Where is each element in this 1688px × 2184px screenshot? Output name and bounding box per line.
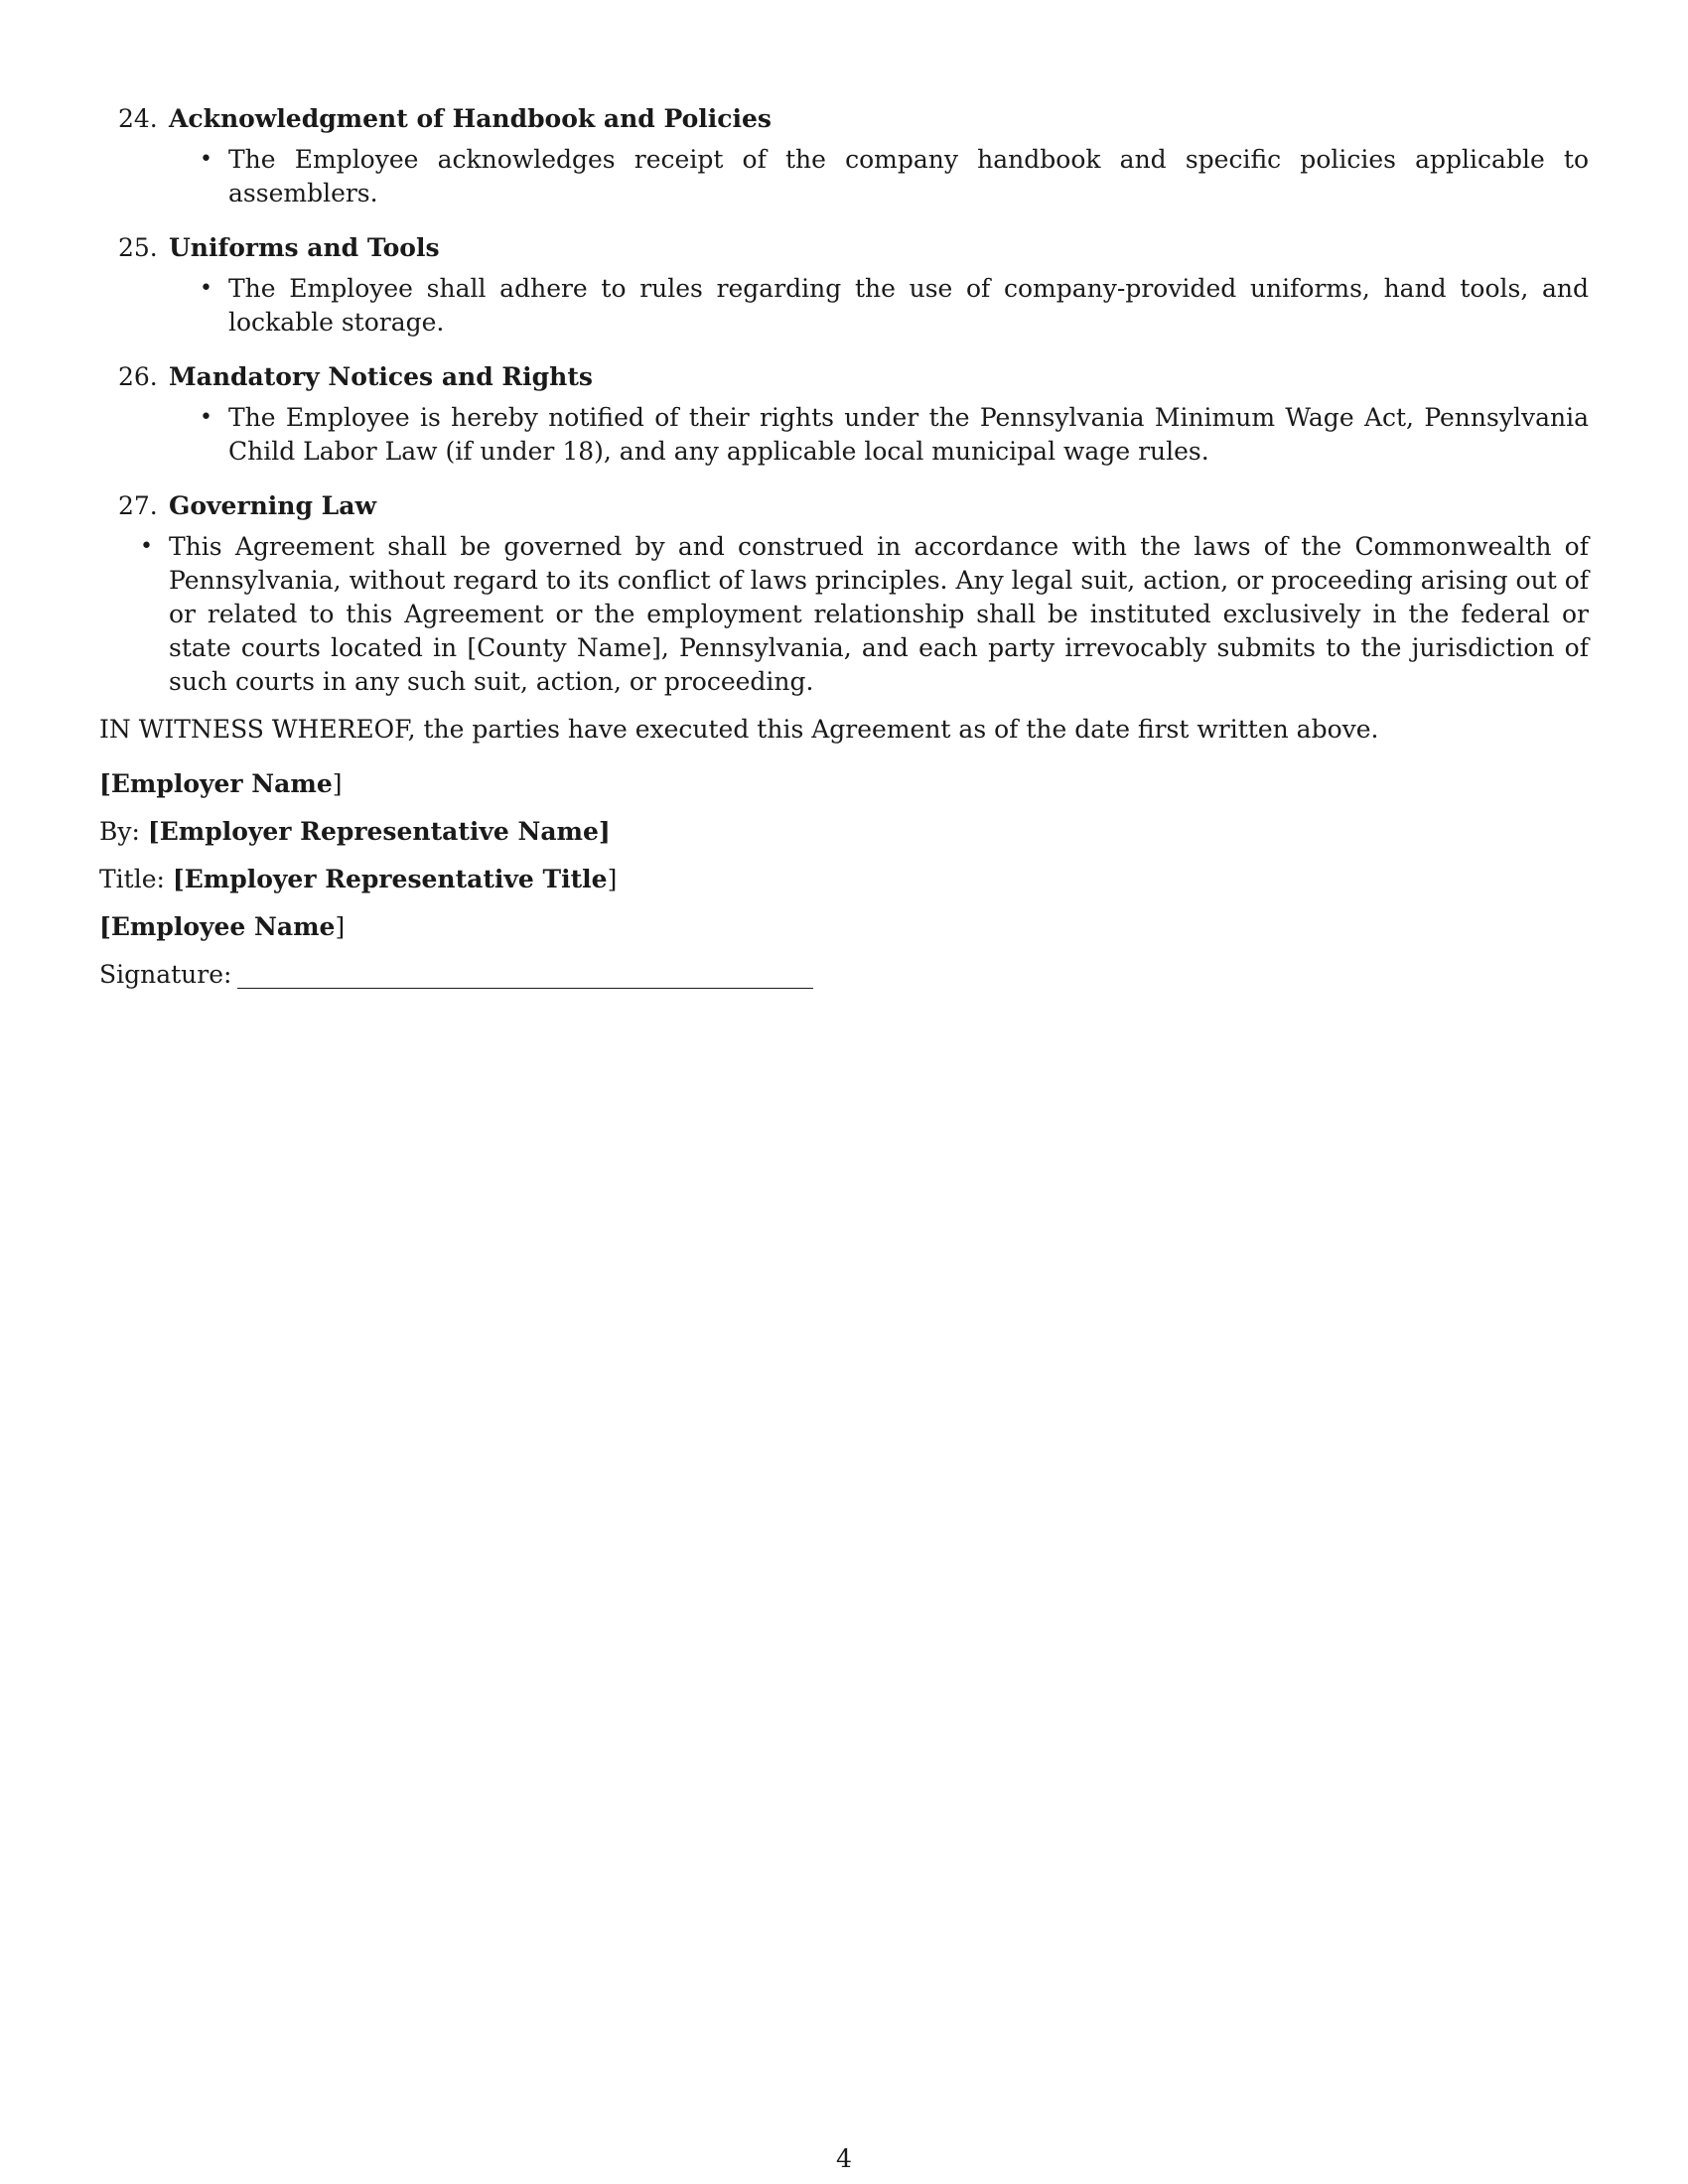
employee-name-line: [Employee Name] xyxy=(99,912,346,941)
employer-title-line: Title: [Employer Representative Title] xyxy=(99,865,618,893)
witness-clause: IN WITNESS WHEREOF, the parties have executed this Agreement as of the date first written above. xyxy=(99,715,1379,744)
by-label: By: xyxy=(99,817,140,846)
employee-name: Employee Name xyxy=(110,912,336,941)
section-number: 24. xyxy=(118,104,158,133)
bullet-text: The Employee is hereby notified of their rights under the Pennsylvania Minimum Wage Act, Pennsylvania Child Labor Law (if under 18), and any applicable local municipal wage rules. xyxy=(228,403,1589,466)
employer-rep-line: By: [Employer Representative Name] xyxy=(99,817,611,846)
bullet-icon: • xyxy=(200,276,212,301)
section-title: Governing Law xyxy=(169,491,376,520)
section-24 xyxy=(99,95,1589,210)
section-27 xyxy=(99,482,1589,699)
bullet-icon: • xyxy=(200,405,212,430)
section-number: 25. xyxy=(118,233,158,262)
signature-label: Signature: xyxy=(99,960,232,989)
section-25 xyxy=(99,224,1589,340)
bullet-text: The Employee acknowledges receipt of the company handbook and specific policies applicable to assemblers. xyxy=(228,145,1589,207)
bullet-icon: • xyxy=(140,534,153,559)
section-title: Acknowledgment of Handbook and Policies xyxy=(169,104,772,133)
section-number: 26. xyxy=(118,362,158,391)
bullet-icon: • xyxy=(200,147,212,172)
signature-line xyxy=(99,951,1589,999)
section-26 xyxy=(99,353,1589,469)
section-title: Uniforms and Tools xyxy=(169,233,440,262)
document-page xyxy=(99,95,1589,999)
signature-field[interactable] xyxy=(237,958,813,989)
section-number: 27. xyxy=(118,491,158,520)
employer-name-line: [Employer Name] xyxy=(99,769,343,798)
bullet-text: This Agreement shall be governed by and construed in accordance with the laws of the Commonwealth of Pennsylvania, without regard to its conflict of laws principles. Any legal suit, action, or proceeding arising out of or related to this Agreement or the employment relationship shall be instituted exclusively in the federal or state courts located in [County Name], Pennsylvania, and each party irrevocably submits to the jurisdiction of such courts in any such suit, action, or proceeding. xyxy=(169,532,1589,696)
bullet-item xyxy=(99,401,1589,469)
bullet-text: The Employee shall adhere to rules regarding the use of company-provided uniforms, hand tools, and lockable storage. xyxy=(228,274,1589,337)
employer-rep-title: Employer Representative Title xyxy=(184,865,608,893)
bullet-item xyxy=(99,530,1589,699)
title-label: Title: xyxy=(99,865,165,893)
employer-name: Employer Name xyxy=(110,769,333,798)
bullet-item xyxy=(99,272,1589,340)
bullet-item xyxy=(99,143,1589,210)
employer-rep-name: Employer Representative Name xyxy=(159,817,599,846)
page-number: 4 xyxy=(836,2144,852,2173)
section-title: Mandatory Notices and Rights xyxy=(169,362,593,391)
